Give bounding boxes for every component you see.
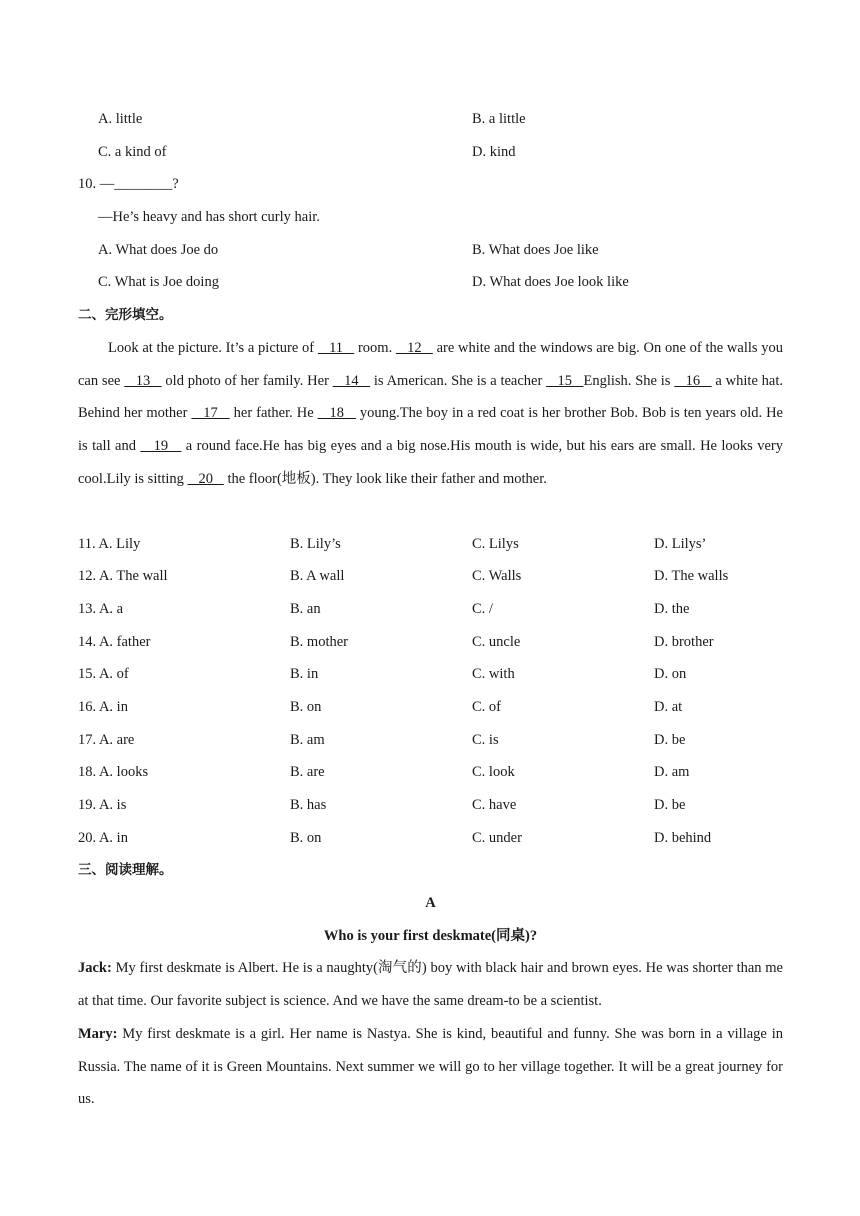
option-a: 13. A. a: [78, 601, 124, 617]
option-d: D. behind: [654, 830, 712, 846]
blank-17: 17: [191, 405, 230, 422]
option-a: 15. A. of: [78, 666, 129, 682]
speaker-name: Mary:: [78, 1026, 118, 1042]
cloze-options-row: [78, 691, 783, 723]
option-b: B. are: [290, 764, 325, 780]
option-c: C. have: [472, 797, 517, 813]
option-a: 17. A. are: [78, 732, 135, 748]
jack-paragraph: [78, 952, 783, 1017]
passage-text: young.The boy in a red coat is her brother Bob. Bob is ten years old. He is tall and: [78, 405, 783, 455]
option-b: B. an: [290, 601, 321, 617]
speaker-name: Jack:: [78, 960, 112, 976]
option-c: C. Lilys: [472, 536, 519, 552]
q9-option-c: C. a kind of: [98, 144, 167, 160]
passage-text: a white hat. Behind her mother: [78, 372, 784, 422]
q10-stem: 10. —________?: [78, 176, 179, 192]
q9-option-a: A. little: [98, 111, 143, 127]
option-a: 19. A. is: [78, 797, 127, 813]
blank-19: 19: [140, 438, 182, 455]
q9-option-b: B. a little: [472, 111, 526, 127]
mary-paragraph: [78, 1018, 783, 1116]
passage-text: a round face.He has big eyes and a big nose.His mouth is wide, but his ears are small. He looks very cool.Lily is sitting: [78, 438, 783, 487]
q10-option-c: C. What is Joe doing: [98, 274, 219, 290]
reading-title: Who is your first deskmate(同桌)?: [323, 928, 538, 944]
option-a: 20. A. in: [78, 830, 128, 846]
blank-13: 13: [124, 372, 162, 389]
option-b: B. on: [290, 830, 322, 846]
jack-text: My first deskmate is Albert. He is a naughty(淘气的) boy with black hair and brown eyes. He was shorter than me at that time. Our favorite subject is science. And we have the same dream-to be a scientist.: [78, 960, 783, 1009]
passage-text: the floor(地板). They look like their father and mother.: [223, 470, 547, 487]
q10-option-d: D. What does Joe look like: [472, 274, 629, 290]
option-a: 11. A. Lily: [78, 536, 141, 552]
section2-heading: 二、完形填空。: [78, 307, 173, 323]
blank-16: 16: [674, 372, 712, 389]
cloze-options-row: [78, 560, 783, 592]
option-c: C. is: [472, 732, 499, 748]
option-b: B. Lily’s: [290, 536, 341, 552]
option-d: D. be: [654, 732, 686, 748]
q9-options-row-2: [98, 136, 783, 168]
cloze-options-row: [78, 528, 783, 560]
q10-response: —He’s heavy and has short curly hair.: [98, 209, 320, 225]
option-a: 12. A. The wall: [78, 568, 168, 584]
option-d: D. The walls: [654, 568, 729, 584]
option-d: D. the: [654, 601, 690, 617]
passage-text: are white and the windows are big. On one of the walls you can see: [78, 340, 784, 389]
option-d: D. on: [654, 666, 687, 682]
passage-text: English. She is: [583, 372, 675, 389]
cloze-options-row: [78, 626, 783, 658]
cloze-options-row: [78, 822, 783, 854]
option-d: D. be: [654, 797, 686, 813]
option-b: B. on: [290, 699, 322, 715]
option-b: B. A wall: [290, 568, 345, 584]
part-label: A: [425, 895, 436, 911]
q10-option-b: B. What does Joe like: [472, 242, 599, 258]
cloze-options-row: [78, 658, 783, 690]
blank-15: 15: [546, 372, 584, 389]
passage-text: Look at the picture. It’s a picture of: [108, 340, 318, 356]
passage-text: her father. He: [229, 405, 318, 422]
option-a: 18. A. looks: [78, 764, 149, 780]
option-b: B. mother: [290, 634, 348, 650]
option-b: B. am: [290, 732, 325, 748]
blank-14: 14: [332, 372, 371, 389]
option-b: B. in: [290, 666, 319, 682]
option-c: C. with: [472, 666, 515, 682]
cloze-options-row: [78, 593, 783, 625]
option-c: C. of: [472, 699, 501, 715]
q9-option-d: D. kind: [472, 144, 516, 160]
blank-20: 20: [187, 470, 224, 487]
blank-11: 11: [317, 340, 355, 356]
passage-text: old photo of her family. Her: [161, 372, 333, 389]
option-a: 16. A. in: [78, 699, 128, 715]
q10-option-a: A. What does Joe do: [98, 242, 219, 258]
mary-text: My first deskmate is a girl. Her name is Nastya. She is kind, beautiful and funny. She was born in a village in Russia. The name of it is Green Mountains. Next summer we will go to her village together. It will be a great journey for us.: [78, 1026, 783, 1108]
q9-options-row-1: [98, 103, 783, 135]
option-d: D. am: [654, 764, 690, 780]
option-d: D. at: [654, 699, 683, 715]
option-a: 14. A. father: [78, 634, 151, 650]
q10-options-row-1: [98, 234, 783, 266]
q10-options-row-2: [98, 266, 783, 298]
section3-heading: 三、阅读理解。: [78, 862, 173, 878]
blank-18: 18: [317, 405, 356, 422]
option-d: D. Lilys’: [654, 536, 707, 552]
option-d: D. brother: [654, 634, 714, 650]
blank-12: 12: [395, 340, 433, 356]
option-c: C. under: [472, 830, 522, 846]
cloze-passage: [78, 332, 783, 496]
option-c: C. uncle: [472, 634, 521, 650]
passage-text: is American. She is a teacher: [370, 372, 547, 389]
option-b: B. has: [290, 797, 327, 813]
option-c: C. /: [472, 601, 493, 617]
cloze-options-row: [78, 789, 783, 821]
passage-text: room.: [354, 340, 396, 356]
cloze-options-row: [78, 756, 783, 788]
option-c: C. look: [472, 764, 515, 780]
option-c: C. Walls: [472, 568, 522, 584]
cloze-options-row: [78, 724, 783, 756]
